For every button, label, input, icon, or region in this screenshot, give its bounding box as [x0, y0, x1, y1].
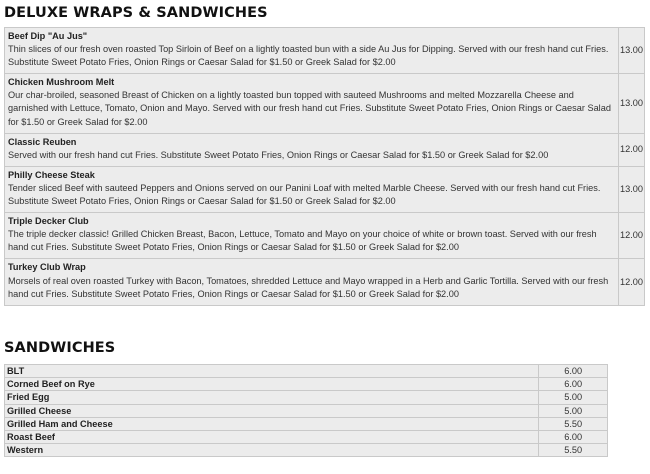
deluxe-menu-table — [4, 27, 645, 306]
table-row — [5, 444, 608, 457]
item-price: 5.50 — [539, 417, 608, 430]
sandwiches-section-title: SANDWICHES — [4, 340, 116, 356]
item-name: Corned Beef on Rye — [5, 378, 539, 391]
item-name: Roast Beef — [5, 430, 539, 443]
item-price: 12.00 — [619, 259, 645, 305]
item-name: Chicken Mushroom Melt — [8, 77, 115, 88]
item-name: Philly Cheese Steak — [8, 169, 95, 180]
item-description: Tender sliced Beef with sauteed Peppers and Onions served on our Panini Loaf with melted Marble Cheese. Served with our fresh hand cut Fries. Substitute Sweet Potato Fries, Onion Rings or Caesar Salad for $1.50 or Greek Salad for $2.00 — [8, 182, 601, 207]
item-price: 5.50 — [539, 444, 608, 457]
table-row — [5, 378, 608, 391]
item-description: Morsels of real oven roasted Turkey with Bacon, Tomatoes, shredded Lettuce and Mayo wrapped in a Herb and Garlic Tortilla. Served with our fresh hand cut Fries. Substitute Sweet Potato Fries, Onion Rings or Caesar Salad for $1.50 or Greek Salad for $2.00 — [8, 275, 609, 299]
item-cell — [5, 133, 619, 166]
item-name: Beef Dip "Au Jus" — [8, 31, 88, 41]
table-row — [5, 404, 608, 417]
item-cell — [5, 259, 619, 305]
item-name: Western — [5, 444, 539, 457]
item-name: Triple Decker Club — [8, 216, 89, 227]
item-price: 12.00 — [619, 213, 645, 259]
item-price: 6.00 — [539, 365, 608, 378]
item-name: BLT — [5, 365, 539, 378]
item-description: Thin slices of our fresh oven roasted Top Sirloin of Beef on a lightly toasted bun with a side Au Jus for Dipping. Served with our fresh hand cut Fries. Substitute Sweet Potato Fries, Onion Rings or Caesar Salad for $1.50 or Greek Salad for $2.00 — [8, 44, 609, 68]
item-cell — [5, 28, 619, 74]
item-name: Grilled Ham and Cheese — [5, 417, 539, 430]
item-name: Fried Egg — [5, 391, 539, 404]
table-row — [5, 430, 608, 443]
item-cell — [5, 74, 619, 133]
item-price: 6.00 — [539, 430, 608, 443]
sandwiches-menu-table — [4, 364, 608, 457]
table-row — [5, 391, 608, 404]
table-row — [5, 213, 645, 259]
table-row — [5, 417, 608, 430]
item-price: 13.00 — [619, 28, 645, 74]
item-description: The triple decker classic! Grilled Chicken Breast, Bacon, Lettuce, Tomato and Mayo on your choice of white or brown toast. Served with our fresh hand cut Fries. Substitute Sweet Potato Fries, Onion Rings or Caesar Salad for $1.50 or Greek Salad for $2.00 — [8, 229, 597, 253]
table-row — [5, 74, 645, 133]
item-price: 5.00 — [539, 391, 608, 404]
item-price: 13.00 — [619, 166, 645, 212]
item-price: 13.00 — [619, 74, 645, 133]
item-price: 6.00 — [539, 378, 608, 391]
table-row — [5, 166, 645, 212]
item-cell — [5, 213, 619, 259]
item-name: Turkey Club Wrap — [8, 262, 86, 273]
deluxe-section-title: DELUXE WRAPS & SANDWICHES — [4, 5, 268, 21]
item-name: Classic Reuben — [8, 136, 77, 147]
item-description: Served with our fresh hand cut Fries. Substitute Sweet Potato Fries, Onion Rings or Caesar Salad for $1.50 or Greek Salad for $2.00 — [8, 149, 549, 160]
item-price: 12.00 — [619, 133, 645, 166]
table-row — [5, 365, 608, 378]
item-description: Our char-broiled, seasoned Breast of Chicken on a lightly toasted bun topped with sauteed Mushrooms and melted Mozzarella Cheese and garnished with Lettuce, Tomato, Onion and Mayo. Served with our fresh hand cut Fries. Substitute Sweet Potato Fries, Onion Rings or Caesar Salad for $1.50 or Greek Salad for $2.00 — [8, 90, 611, 127]
item-cell — [5, 166, 619, 212]
table-row — [5, 133, 645, 166]
item-price: 5.00 — [539, 404, 608, 417]
item-name: Grilled Cheese — [5, 404, 539, 417]
table-row — [5, 259, 645, 305]
table-row — [5, 28, 645, 74]
